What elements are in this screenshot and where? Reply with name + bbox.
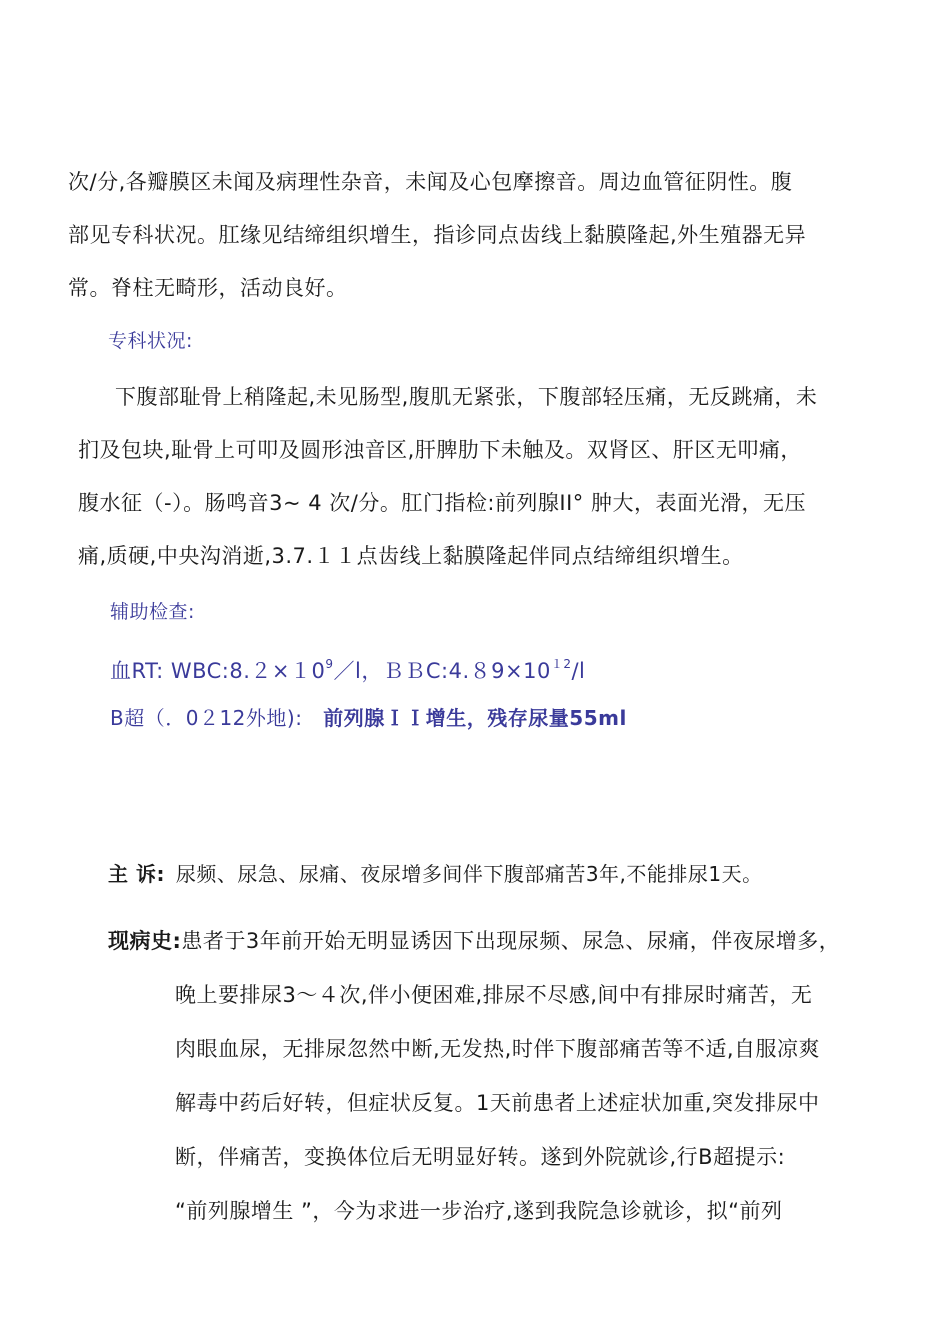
blood-sup-1: 9 xyxy=(325,657,334,671)
blood-part-a: 血RT: WBC:8.２×１0 xyxy=(110,659,326,683)
aux-heading: 辅助检查: xyxy=(110,601,195,623)
history-line-5: 断，伴痛苦，变换体位后无明显好转。遂到外院就诊,行B超提示: xyxy=(175,1145,786,1169)
ultrasound-label: B超（．0２12外地): xyxy=(110,706,303,730)
blood-sup-2: １2 xyxy=(550,657,572,671)
blood-part-c: /l xyxy=(571,659,586,683)
history-line-3: 肉眼血尿，无排尿忽然中断,无发热,时伴下腹部痛苦等不适,自服凉爽 xyxy=(175,1037,821,1061)
blood-part-b: ／l，ＢＢC:4.８9×10 xyxy=(333,659,551,683)
specialty-heading: 专科状况: xyxy=(108,330,193,352)
exam-line-3: 常。脊柱无畸形，活动良好。 xyxy=(68,276,348,300)
specialty-line-1: 下腹部耻骨上稍隆起,未见肠型,腹肌无紧张，下腹部轻压痛，无反跳痛，未 xyxy=(115,385,818,409)
history-first-line xyxy=(108,926,840,956)
ultrasound-text: 前列腺ＩＩ增生，残存尿量55ml xyxy=(323,706,627,730)
ultrasound-result xyxy=(110,703,627,733)
exam-line-2: 部见专科状况。肛缘见结缔组织增生，指诊同点齿线上黏膜隆起,外生殖器无异 xyxy=(68,223,807,247)
history-line-6: “前列腺增生 ”，今为求进一步治疗,遂到我院急诊就诊，拟“前列 xyxy=(175,1199,783,1223)
blood-routine xyxy=(110,649,585,686)
history-label: 现病史: xyxy=(108,929,182,953)
exam-line-1: 次/分,各瓣膜区未闻及病理性杂音，未闻及心包摩擦音。周边血管征阴性。腹 xyxy=(68,170,793,194)
history-line-1: 患者于3年前开始无明显诱因下出现尿频、尿急、尿痛，伴夜尿增多， xyxy=(181,929,841,953)
complaint-label: 主 诉: xyxy=(108,862,165,886)
history-line-4: 解毒中药后好转，但症状反复。1天前患者上述症状加重,突发排尿中 xyxy=(175,1091,820,1115)
complaint-text: 尿频、尿急、尿痛、夜尿增多间伴下腹部痛苦3年,不能排尿1天。 xyxy=(175,862,763,886)
history-line-2: 晚上要排尿3～４次,伴小便困难,排尿不尽感,间中有排尿时痛苦，无 xyxy=(175,983,813,1007)
specialty-line-3: 腹水征（-）。肠鸣音3~ 4 次/分。肛门指检:前列腺II° 肿大，表面光滑，无压 xyxy=(78,491,806,515)
specialty-line-4: 痛,质硬,中央沟消逝,3.7.１１点齿线上黏膜隆起伴同点结缔组织增生。 xyxy=(78,544,744,568)
specialty-line-2: 扪及包块,耻骨上可叩及圆形浊音区,肝脾肋下未触及。双肾区、肝区无叩痛， xyxy=(78,438,802,462)
chief-complaint xyxy=(108,859,763,889)
